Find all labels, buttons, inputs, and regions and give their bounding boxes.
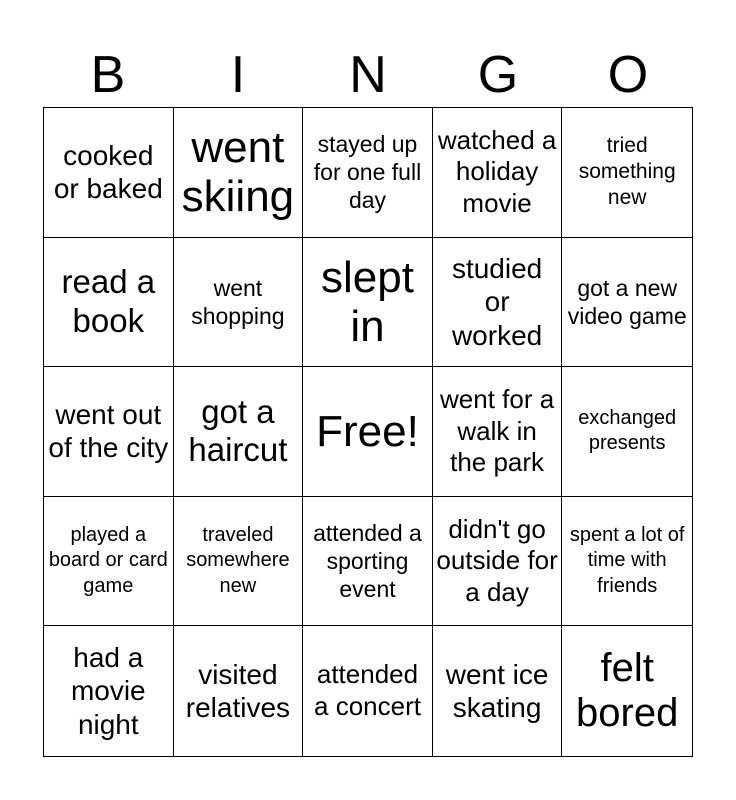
cell-text: exchanged presents (578, 407, 677, 455)
header-letter-n: N (349, 46, 387, 104)
bingo-cell[interactable] (174, 238, 304, 368)
bingo-cell[interactable] (433, 367, 563, 497)
bingo-cell[interactable] (174, 626, 304, 756)
cell-text: Free! (316, 406, 419, 456)
bingo-board (43, 107, 693, 757)
cell-text: had a movie night (70, 641, 146, 740)
cell-text: read a book (61, 262, 156, 339)
header-letter-b: B (90, 46, 126, 104)
bingo-cell[interactable] (174, 367, 304, 497)
bingo-cell[interactable] (562, 367, 692, 497)
free-space[interactable] (303, 367, 433, 497)
bingo-cell[interactable] (562, 238, 692, 368)
cell-text: went ice skating (445, 658, 549, 724)
cell-text: didn't go outside for a day (436, 513, 558, 607)
bingo-cell[interactable] (174, 108, 304, 238)
bingo-cell[interactable] (562, 108, 692, 238)
bingo-cell[interactable] (433, 497, 563, 627)
cell-text: traveled somewhere new (186, 524, 290, 597)
bingo-cell[interactable] (433, 238, 563, 368)
cell-text: went shopping (191, 274, 285, 329)
bingo-cell[interactable] (562, 497, 692, 627)
cell-text: cooked or baked (53, 139, 163, 205)
cell-text: got a haircut (188, 392, 288, 469)
bingo-cell[interactable] (44, 626, 174, 756)
bingo-cell[interactable] (303, 626, 433, 756)
cell-text: tried something new (578, 133, 676, 210)
cell-text: felt bored (576, 646, 679, 736)
cell-text: stayed up for one full day (313, 131, 422, 214)
cell-text: attended a concert (314, 659, 421, 722)
cell-text: attended a sporting event (313, 520, 422, 603)
bingo-cell[interactable] (433, 626, 563, 756)
cell-text: slept in (321, 252, 414, 351)
cell-text: visited relatives (185, 658, 291, 724)
header-letter-o: O (607, 46, 649, 104)
cell-text: went out of the city (48, 398, 169, 464)
cell-text: got a new video game (567, 274, 687, 329)
bingo-cell[interactable] (433, 108, 563, 238)
bingo-cell[interactable] (44, 367, 174, 497)
bingo-cell[interactable] (44, 238, 174, 368)
cell-text: went for a walk in the park (440, 383, 555, 478)
bingo-cell[interactable] (303, 238, 433, 368)
cell-text: studied or worked (451, 252, 543, 351)
bingo-cell[interactable] (44, 497, 174, 627)
header-letter-i: I (230, 46, 246, 104)
bingo-cell[interactable] (303, 497, 433, 627)
bingo-header (43, 44, 693, 106)
bingo-cell[interactable] (44, 108, 174, 238)
cell-text: played a board or card game (48, 524, 168, 597)
cell-text: went skiing (181, 123, 295, 222)
bingo-cell[interactable] (562, 626, 692, 756)
cell-text: watched a holiday movie (437, 124, 557, 219)
bingo-cell[interactable] (174, 497, 304, 627)
header-letter-g: G (477, 46, 519, 104)
bingo-cell[interactable] (303, 108, 433, 238)
cell-text: spent a lot of time with friends (569, 524, 685, 597)
